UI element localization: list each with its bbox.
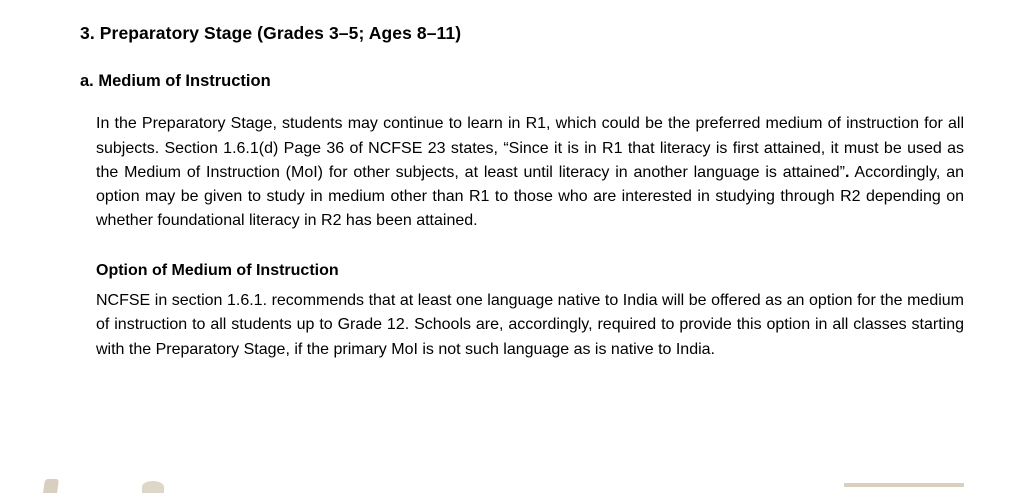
paragraph-remainder-text: Accordingly, an option may be given to study in medium other than R1 to those who are interested in studying through R2 depending on whether foundational literacy in R2 has been attained.	[96, 163, 965, 230]
footer-artifact-left-icon	[43, 479, 59, 493]
paragraph-quote-text: In the Preparatory Stage, students may continue to learn in R1, which could be the preferred medium of instruction for all subjects. Section 1.6.1(d) Page 36 of NCFSE 23 states, “Since it is in R1 that literacy is first attained, it must be used as the Medium of Instruction (MoI) for other subjects, at least until literacy in another language is attained”	[96, 115, 964, 181]
option-heading: Option of Medium of Instruction	[96, 261, 339, 279]
subsection-heading: a. Medium of Instruction	[80, 71, 271, 90]
paragraph-block-option	[80, 260, 964, 362]
footer-artifact-center-icon	[142, 481, 164, 493]
paragraph-option-medium: NCFSE in section 1.6.1. recommends that at least one language native to India will be offered as an option for the medium of instruction to all students up to Grade 12. Schools are, accordingly, required to provide this option in all classes starting with the Preparatory Stage, if the primary MoI is not such language as is native to India.	[96, 292, 964, 358]
paragraph-bold-period: .	[844, 163, 850, 181]
paragraph-medium-of-instruction	[96, 112, 964, 234]
footer-artifact-right-rule	[844, 483, 964, 487]
paragraph-block-medium-of-instruction	[80, 112, 964, 234]
page-footer-artifacts	[0, 469, 1024, 493]
section-heading: 3. Preparatory Stage (Grades 3–5; Ages 8–11)	[80, 23, 462, 43]
